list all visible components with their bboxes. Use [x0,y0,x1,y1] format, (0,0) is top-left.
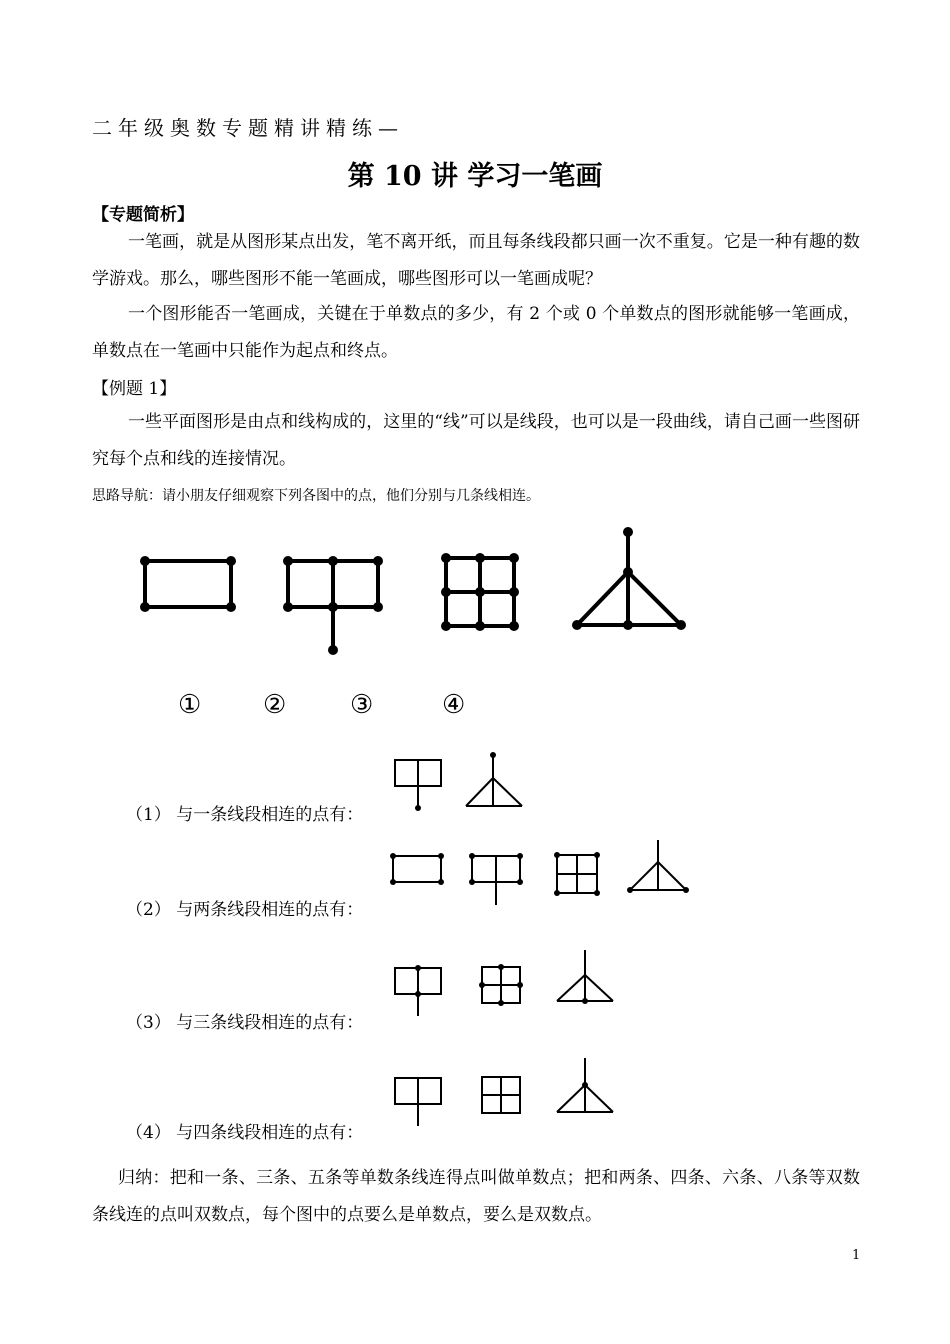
conclusion-paragraph: 归纳：把和一条、三条、五条等单数条线连得点叫做单数点；把和两条、四条、六条、八条等双数条线连的点叫双数点，每个图中的点要么是单数点，要么是双数点。 [92,1168,860,1225]
series-title: 二年级奥数专题精讲精练— [92,116,404,140]
intro-paragraph-2: 一个图形能否一笔画成，关键在于单数点的多少，有 2 个或 0 个单数点的图形就能够一笔画成，单数点在一笔画中只能作为起点和终点。 [92,304,860,361]
page-number: 1 [852,1248,861,1263]
question-3-number: （3） [126,1013,171,1033]
figure-number-2: ② [263,690,287,720]
question-2-text: 与两条线段相连的点有： [176,900,364,920]
question-1-number: （1） [126,805,171,825]
figure-number-1: ① [178,690,202,720]
lesson-title: 第 10 讲 学习一笔画 [347,161,603,192]
figure-number-4: ④ [442,690,466,720]
question-3-text: 与三条线段相连的点有： [176,1013,364,1033]
intro-paragraph-1: 一笔画，就是从图形某点出发，笔不离开纸，而且每条线段都只画一次不重复。它是一种有趣的数学游戏。那么，哪些图形不能一笔画成，哪些图形可以一笔画成呢？ [92,232,860,289]
question-1-text: 与一条线段相连的点有： [176,805,364,825]
section-intro-heading: 【专题简析】 [92,205,194,225]
figure-number-3: ③ [350,690,374,720]
example-heading: 【例题 1】 [92,379,177,399]
example-paragraph: 一些平面图形是由点和线构成的，这里的“线”可以是线段，也可以是一段曲线，请自己画一些图研究每个点和线的连接情况。 [92,412,860,469]
question-4-text: 与四条线段相连的点有： [176,1123,364,1143]
question-2-number: （2） [126,900,171,920]
question-4-number: （4） [126,1123,171,1143]
hint-text: 思路导航：请小朋友仔细观察下列各图中的点，他们分别与几条线相连。 [92,488,540,504]
